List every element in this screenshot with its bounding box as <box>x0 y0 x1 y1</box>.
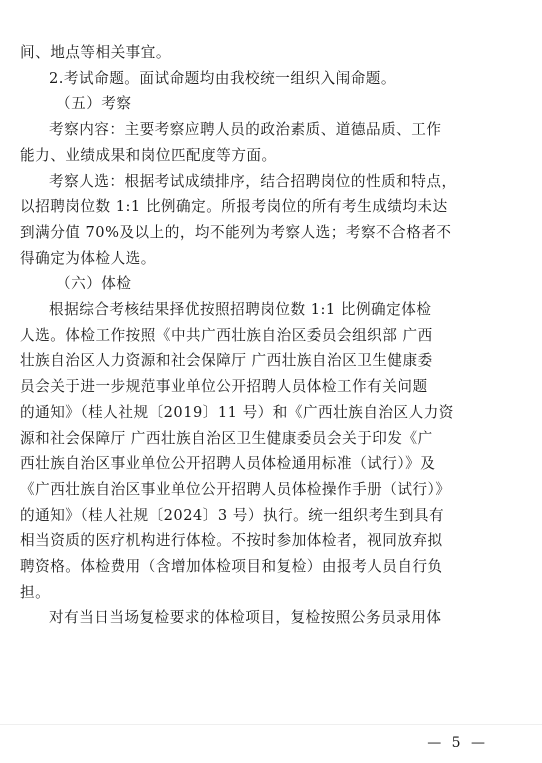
page-number: — 5 — <box>427 735 488 751</box>
text-line: 对有当日当场复检要求的体检项目，复检按照公务员录用体 <box>49 609 442 627</box>
text-line: 员会关于进一步规范事业单位公开招聘人员体检工作有关问题 <box>20 378 428 396</box>
text-line: 的通知》（桂人社规〔2024〕3 号）执行。统一组织考生到具有 <box>20 506 445 524</box>
exam-proposition-line: 2.考试命题。面试命题均由我校统一组织入闱命题。 <box>49 69 396 87</box>
text-line: 聘资格。体检费用（含增加体检项目和复检）由报考人员自行负 <box>20 558 443 576</box>
text-line: 的通知》（桂人社规〔2019〕11 号）和《广西壮族自治区人力资 <box>20 403 454 421</box>
document-body <box>20 40 502 631</box>
section-heading-inspection: （五）考察 <box>56 95 132 113</box>
section-heading-medical-exam: （六）体检 <box>56 275 132 293</box>
text-line: 间、地点等相关事宜。 <box>20 44 171 61</box>
text-line: 到满分值 70%及以上的，均不能列为考察人选；考察不合格者不 <box>20 223 452 241</box>
text-line: 考察人选：根据考试成绩排序，结合招聘岗位的性质和特点， <box>49 172 457 190</box>
text-line: 相当资质的医疗机构进行体检。不按时参加体检者，视同放弃拟 <box>20 532 443 550</box>
text-line: 能力、业绩成果和岗位匹配度等方面。 <box>20 146 277 164</box>
text-line: 源和社会保障厅 广西壮族自治区卫生健康委员会关于印发《广 <box>20 429 433 447</box>
text-line: 《广西壮族自治区事业单位公开招聘人员体检操作手册（试行）》 <box>20 480 451 498</box>
text-line: 壮族自治区人力资源和社会保障厅 广西壮族自治区卫生健康委 <box>20 352 433 370</box>
text-line: 考察内容：主要考察应聘人员的政治素质、道德品质、工作 <box>49 121 442 139</box>
text-line: 人选。体检工作按照《中共广西壮族自治区委员会组织部 广西 <box>20 326 433 344</box>
text-line: 以招聘岗位数 1:1 比例确定。所报考岗位的所有考生成绩均未达 <box>20 198 448 216</box>
text-line: 担。 <box>20 583 51 601</box>
text-line: 根据综合考核结果择优按照招聘岗位数 1:1 比例确定体检 <box>49 301 432 319</box>
text-line: 西壮族自治区事业单位公开招聘人员体检通用标准（试行）》及 <box>20 455 436 473</box>
footer-divider <box>0 724 542 725</box>
text-line: 得确定为体检人选。 <box>20 249 156 267</box>
